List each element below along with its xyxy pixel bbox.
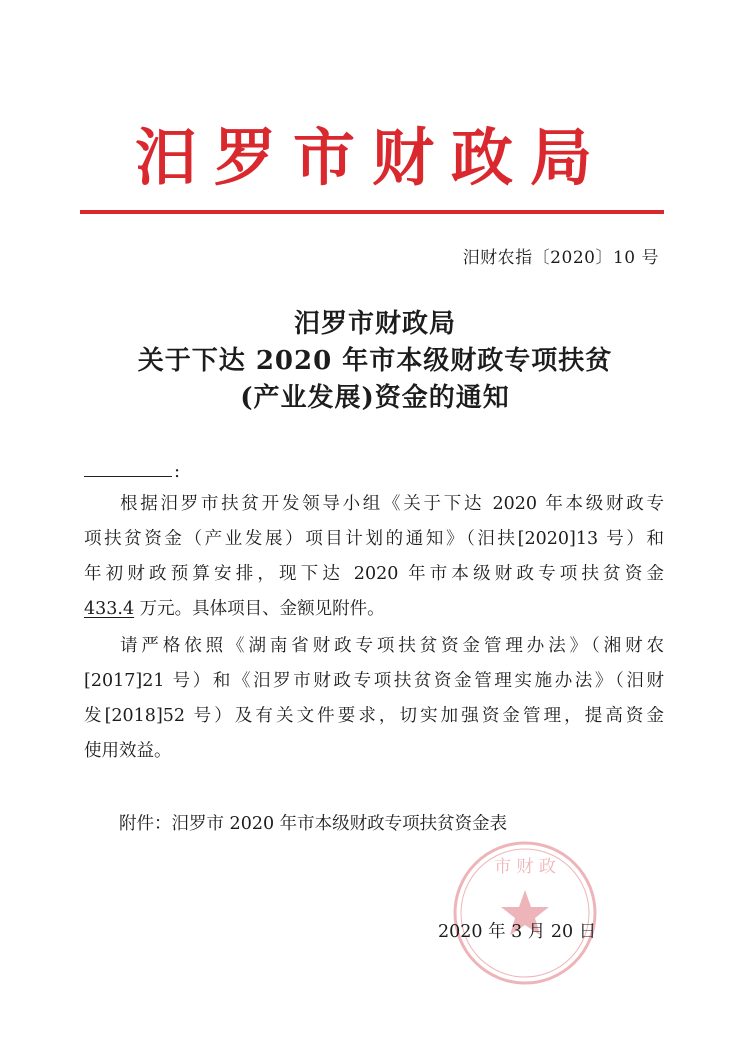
recipient-blank xyxy=(84,458,172,477)
paragraph-1-line-1: 根据汨罗市扶贫开发领导小组《关于下达 2020 年本级财政专 xyxy=(120,494,664,514)
title-line-3: (产业发展)资金的通知 xyxy=(240,383,510,413)
official-seal xyxy=(450,838,600,988)
issue-date: 2020 年 3 月 20 日 xyxy=(438,922,597,942)
paragraph-1-line-4-rest: 万元。具体项目、金额见附件。 xyxy=(134,599,385,619)
document-number: 汨财农指〔2020〕10 号 xyxy=(462,248,659,268)
paragraph-1-line-2: 项扶贫资金（产业发展）项目计划的通知》（汨扶[2020]13 号）和 xyxy=(84,529,664,549)
paragraph-2-line-4: 使用效益。 xyxy=(84,741,172,761)
fund-amount: 433.4 xyxy=(84,599,135,619)
letterhead-rule xyxy=(80,210,664,214)
document-title xyxy=(80,306,670,417)
attachment-note: 附件：汨罗市 2020 年市本级财政专项扶贫资金表 xyxy=(119,814,508,834)
body-paragraph-2 xyxy=(84,629,664,769)
title-line-2: 关于下达 2020 年市本级财政专项扶贫 xyxy=(137,346,613,376)
paragraph-2-line-1: 请严格依照《湖南省财政专项扶贫资金管理办法》（湘财农 xyxy=(120,636,664,656)
paragraph-2-line-2: [2017]21 号）和《汨罗市财政专项扶贫资金管理实施办法》（汨财 xyxy=(84,671,664,691)
paragraph-2-line-3: 发[2018]52 号）及有关文件要求，切实加强资金管理，提高资金 xyxy=(84,706,664,726)
letterhead-title: 汨罗市财政局 xyxy=(134,121,609,194)
recipient-line xyxy=(84,458,180,482)
seal-text: 市 财 政 xyxy=(494,857,556,877)
paragraph-1-line-3: 年初财政预算安排，现下达 2020 年市本级财政专项扶贫资金 xyxy=(84,564,664,584)
body-paragraph-1 xyxy=(84,487,664,627)
title-line-1: 汨罗市财政局 xyxy=(293,309,456,339)
paragraph-1-line-4 xyxy=(84,592,664,627)
recipient-colon: : xyxy=(174,461,181,482)
